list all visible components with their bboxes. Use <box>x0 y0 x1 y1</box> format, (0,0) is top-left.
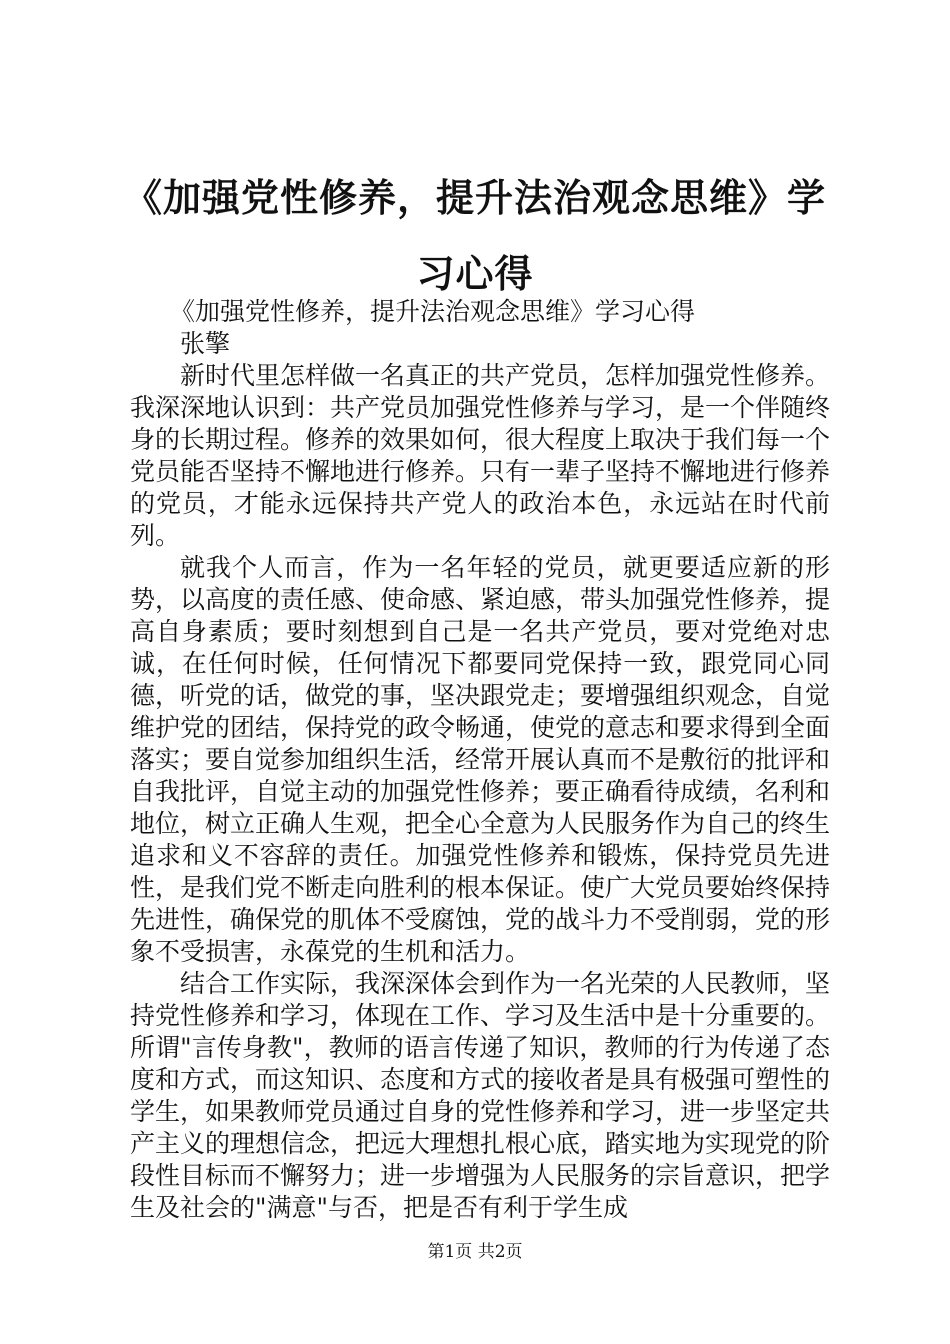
body-paragraph: 就我个人而言，作为一名年轻的党员，就更要适应新的形势，以高度的责任感、使命感、紧迫感，带头加强党性修养，提高自身素质；要时刻想到自己是一名共产党员，要对党绝对忠诚，在任何时候，任何情况下都要同党保持一致，跟党同心同德，听党的话，做党的事，坚决跟党走；要增强组织观念，自觉维护党的团结，保持党的政令畅通，使党的意志和要求得到全面落实；要自觉参加组织生活，经常开展认真而不是敷衍的批评和自我批评，自觉主动的加强党性修养；要正确看待成绩，名利和地位，树立正确人生观，把全心全意为人民服务作为自己的终生追求和义不容辞的责任。加强党性修养和锻炼，保持党员先进性，是我们党不断走向胜利的根本保证。使广大党员要始终保持先进性，确保党的肌体不受腐蚀，党的战斗力不受削弱，党的形象不受损害，永葆党的生机和活力。 <box>130 553 831 966</box>
document-title: 《加强党性修养，提升法治观念思维》学习心得 <box>123 176 826 296</box>
body-paragraph: 新时代里怎样做一名真正的共产党员，怎样加强党性修养。我深深地认识到：共产党员加强党性修养与学习，是一个伴随终身的长期过程。修养的效果如何，很大程度上取决于我们每一个党员能否坚持不懈地进行修养。只有一辈子坚持不懈地进行修养的党员，才能永远保持共产党人的政治本色，永远站在时代前列。 <box>130 361 831 550</box>
document-body <box>130 296 830 1224</box>
body-paragraph: 结合工作实际，我深深体会到作为一名光荣的人民教师，坚持党性修养和学习，体现在工作、学习及生活中是十分重要的。所谓"言传身教"，教师的语言传递了知识，教师的行为传递了态度和方式，而这知识、态度和方式的接收者是具有极强可塑性的学生，如果教师党员通过自身的党性修养和学习，进一步坚定共产主义的理想信念，把远大理想扎根心底，踏实地为实现党的阶段性目标而不懈努力；进一步增强为人民服务的宗旨意识，把学生及社会的"满意"与否，把是否有利于学生成 <box>130 969 831 1222</box>
document-author: 张擎 <box>180 329 231 358</box>
page-number-footer: 第1页 共2页 <box>427 1242 523 1262</box>
document-subtitle: 《加强党性修养，提升法治观念思维》学习心得 <box>170 297 696 326</box>
